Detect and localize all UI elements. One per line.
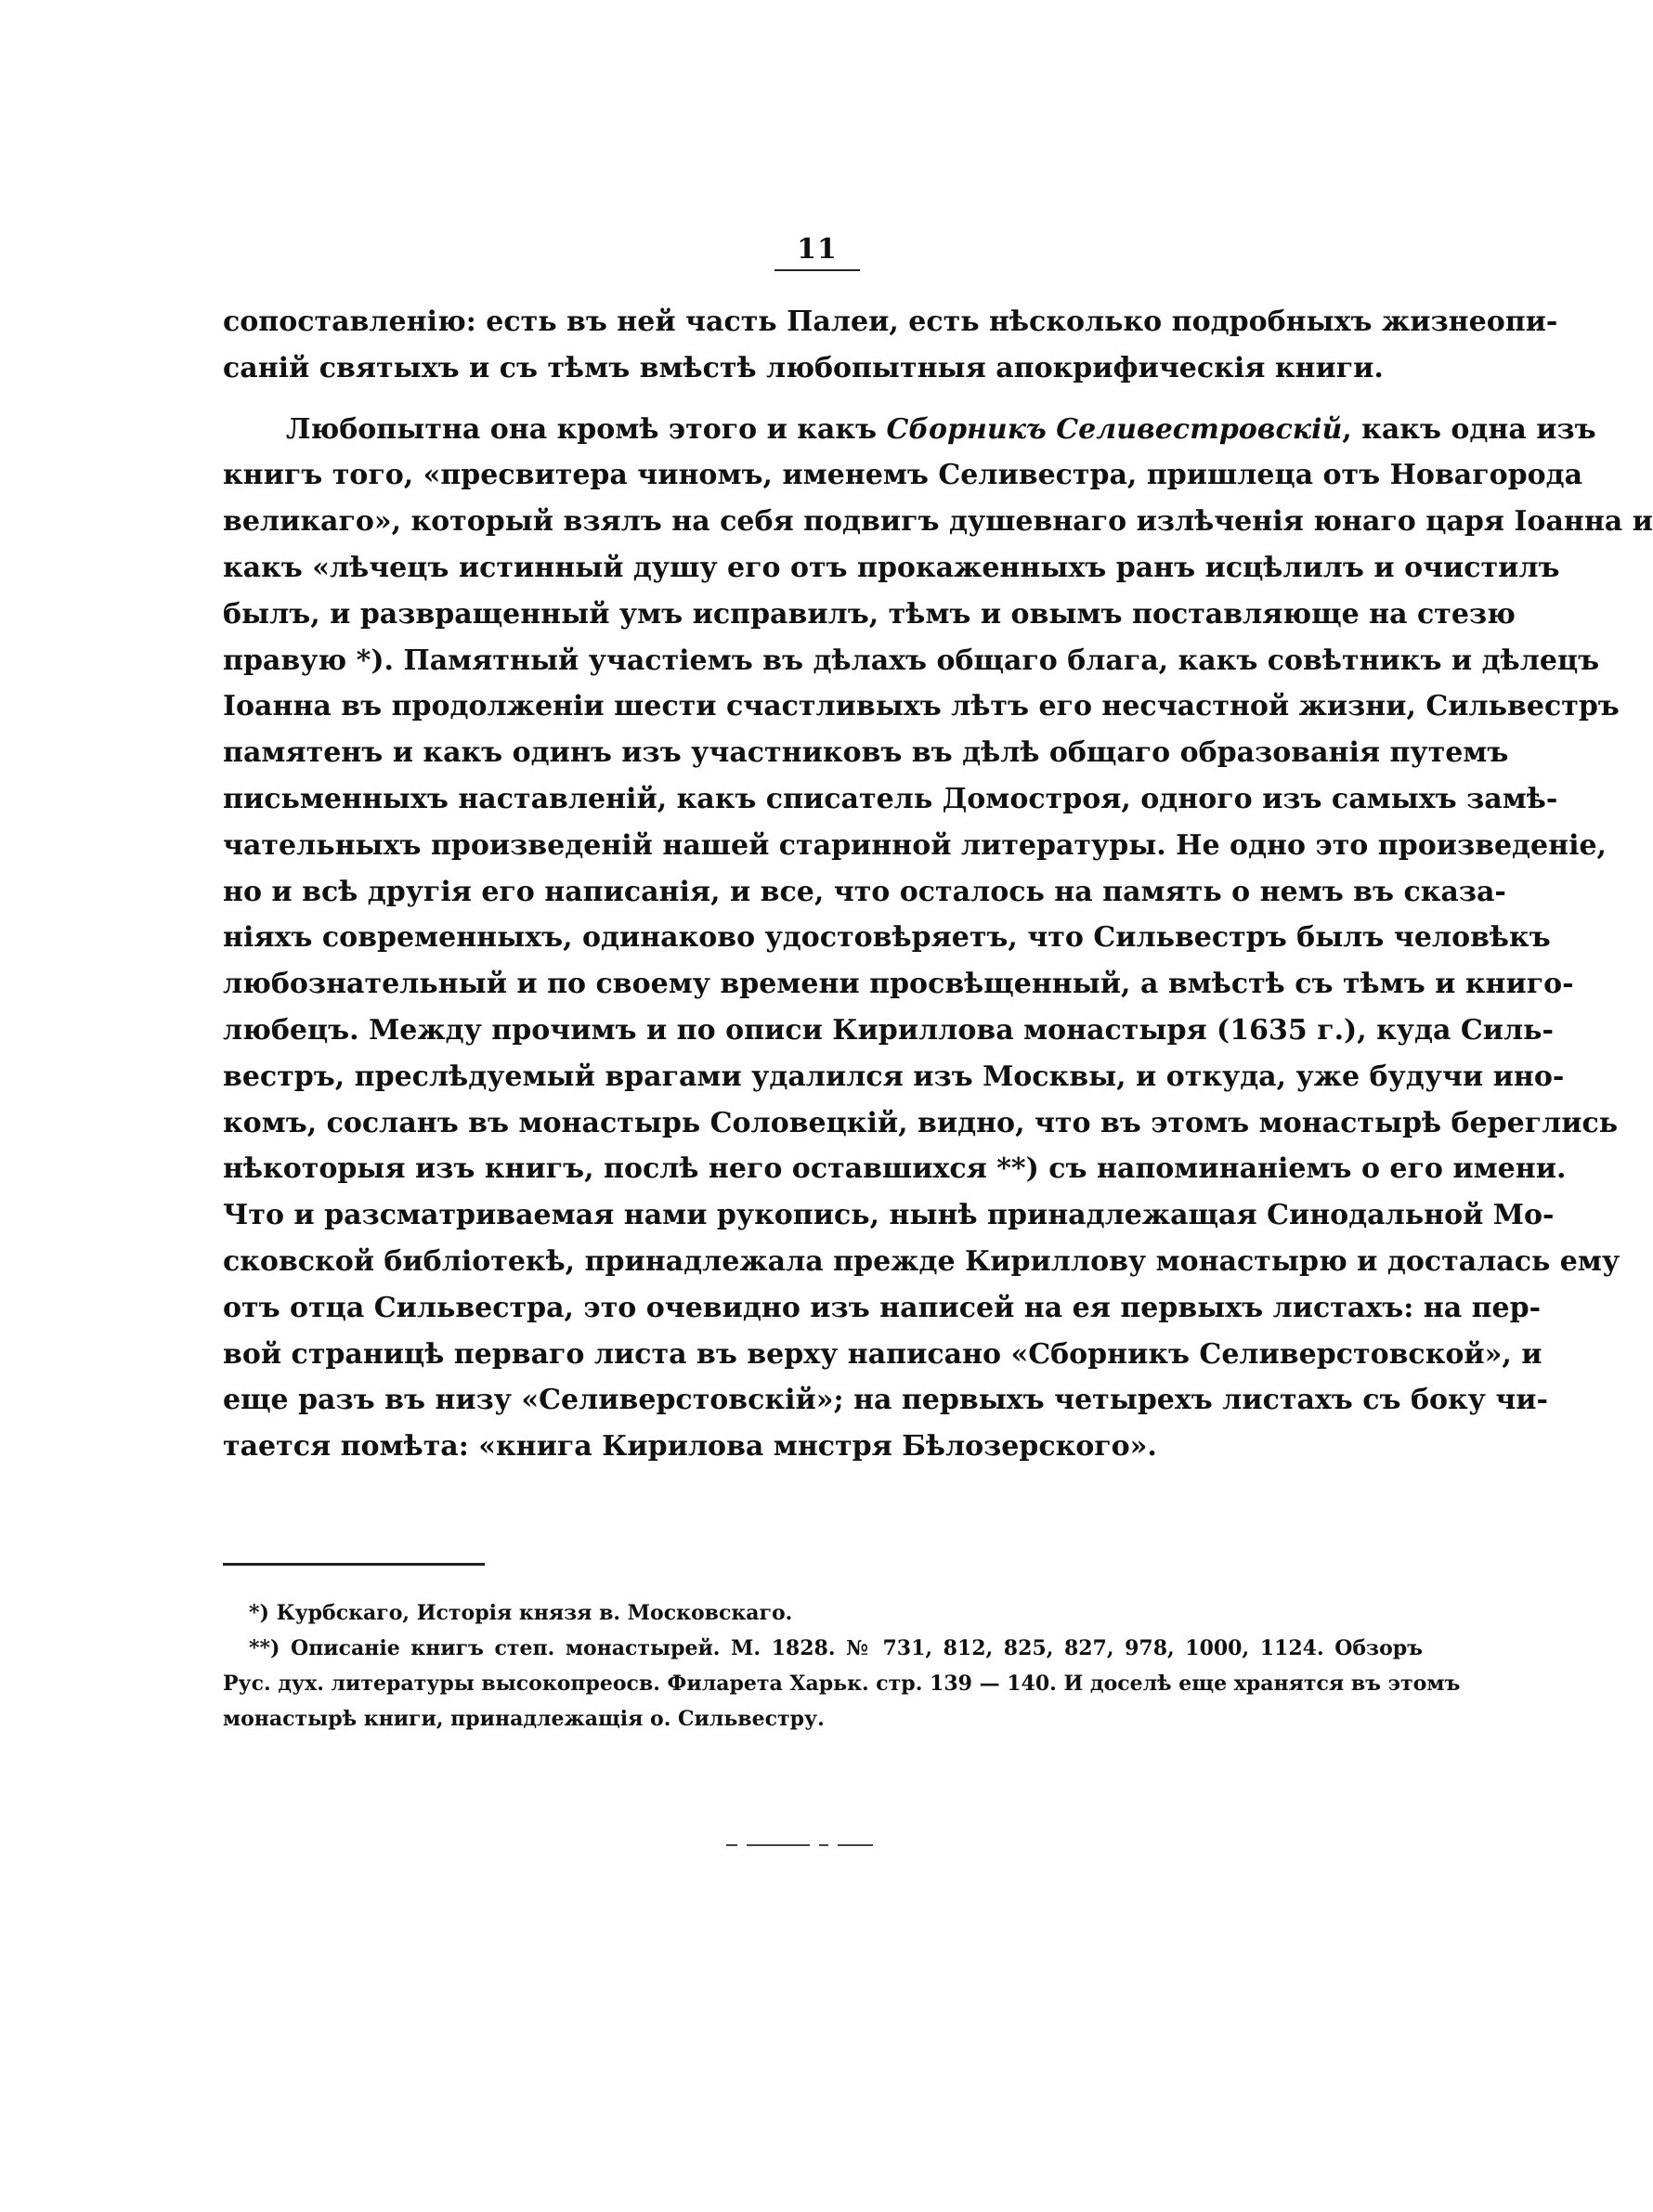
footnote-2-line-2: Рус. дух. литературы высокопреосв. Филарета Харьк. стр. 139 — 140. И доселѣ еще хранятся въ этомъ — [223, 1672, 1461, 1696]
body-line-16: любецъ. Между прочимъ и по описи Кириллова монастыря (1635 г.), куда Силь- — [223, 1013, 1554, 1047]
body-line-10: памятенъ и какъ одинъ изъ участниковъ въ дѣлѣ общаго образованія путемъ — [223, 736, 1509, 770]
body-line-17: вестръ, преслѣдуемый врагами удалился изъ Москвы, и откуда, уже будучи ино- — [223, 1060, 1565, 1093]
body-text — [223, 299, 1653, 1470]
body-line-19: нѣкоторыя изъ книгъ, послѣ него оставшихся **) съ напоминаніемъ о его имени. — [223, 1152, 1567, 1186]
body-line-4: книгъ того, «пресвитера чиномъ, именемъ Селивестра, пришлеца отъ Новагорода — [223, 459, 1583, 492]
body-line-12: чательныхъ произведеній нашей старинной литературы. Не одно это произведеніе, — [223, 828, 1607, 862]
body-line-21: сковской библіотекѣ, принадлежала прежде Кириллову монастырю и досталась ему — [223, 1244, 1620, 1278]
body-line-3-start: Любопытна она кромѣ этого и какъ — [286, 412, 878, 446]
bottom-ornament — [726, 1842, 875, 1848]
footnote-1: *) Курбскаго, Исторія князя в. Московскаго. — [249, 1601, 793, 1625]
body-line-2: саній святыхъ и съ тѣмъ вмѣстѣ любопытныя апокрифическія книги. — [223, 351, 1384, 384]
body-line-24: еще разъ въ низу «Селиверстовскій»; на первыхъ четырехъ листахъ съ боку чи- — [223, 1384, 1548, 1417]
body-line-18: комъ, сосланъ въ монастырь Соловецкій, видно, что въ этомъ монастырѣ береглись — [223, 1106, 1619, 1139]
page-number-rule — [774, 269, 860, 271]
body-line-1: сопоставленію: есть въ ней часть Палеи, есть нѣсколько подробныхъ жизнеопи- — [223, 306, 1558, 338]
body-line-23: вой страницѣ перваго листа въ верху написано «Сборникъ Селиверстовской», и — [223, 1337, 1542, 1371]
body-line-7: былъ, и развращенный умъ исправилъ, тѣмъ и овымъ поставляюще на стезю — [223, 597, 1516, 631]
footnote-2-line-3: монастырѣ книги, принадлежащія о. Сильвестру. — [223, 1707, 825, 1731]
body-line-3 — [223, 407, 1596, 453]
footnote-2-line-1: **) Описаніе книгъ степ. монастырей. М. 1828. № 731, 812, 825, 827, 978, 1000, 1124. Обзоръ — [249, 1636, 1423, 1660]
body-line-8: правую *). Памятный участіемъ въ дѣлахъ общаго блага, какъ совѣтникъ и дѣлецъ — [223, 644, 1600, 677]
body-line-13: но и всѣ другія его написанія, и все, что осталось на память о немъ въ сказа- — [223, 875, 1506, 908]
body-line-14: ніяхъ современныхъ, одинаково удостовѣряетъ, что Сильвестръ былъ человѣкъ — [223, 921, 1551, 955]
body-line-22: отъ отца Сильвестра, это очевидно изъ написей на ея первыхъ листахъ: на пер- — [223, 1291, 1542, 1324]
footnote-separator — [223, 1563, 485, 1566]
body-line-6: какъ «лѣчецъ истинный душу его отъ прокаженныхъ ранъ исцѣлилъ и очистилъ — [223, 551, 1560, 584]
body-line-9: Іоанна въ продолженіи шести счастливыхъ лѣтъ его несчастной жизни, Сильвестръ — [223, 690, 1620, 723]
body-line-20: Что и разсматриваемая нами рукопись, нынѣ принадлежащая Синодальной Мо- — [223, 1199, 1555, 1232]
body-line-15: любознательный и по своему времени просвѣщенный, а вмѣстѣ съ тѣмъ и книго- — [223, 968, 1574, 1001]
collection-title-italic: Сборникъ Селивестровскій — [886, 412, 1343, 446]
body-line-3-end: , какъ одна изъ — [1342, 412, 1596, 446]
footnotes — [223, 1595, 1461, 1737]
paragraph-gap — [223, 392, 1421, 407]
page-number-block — [761, 234, 873, 271]
body-line-5: великаго», который взялъ на себя подвигъ душевнаго излѣченія юнаго царя Іоанна и — [223, 505, 1653, 539]
body-line-25: тается помѣта: «книга Кирилова мнстря Бѣлозерского». — [223, 1430, 1157, 1464]
body-line-11: письменныхъ наставленій, какъ списатель Домостроя, одного изъ самыхъ замѣ- — [223, 782, 1558, 815]
page-number: 11 — [797, 233, 838, 266]
